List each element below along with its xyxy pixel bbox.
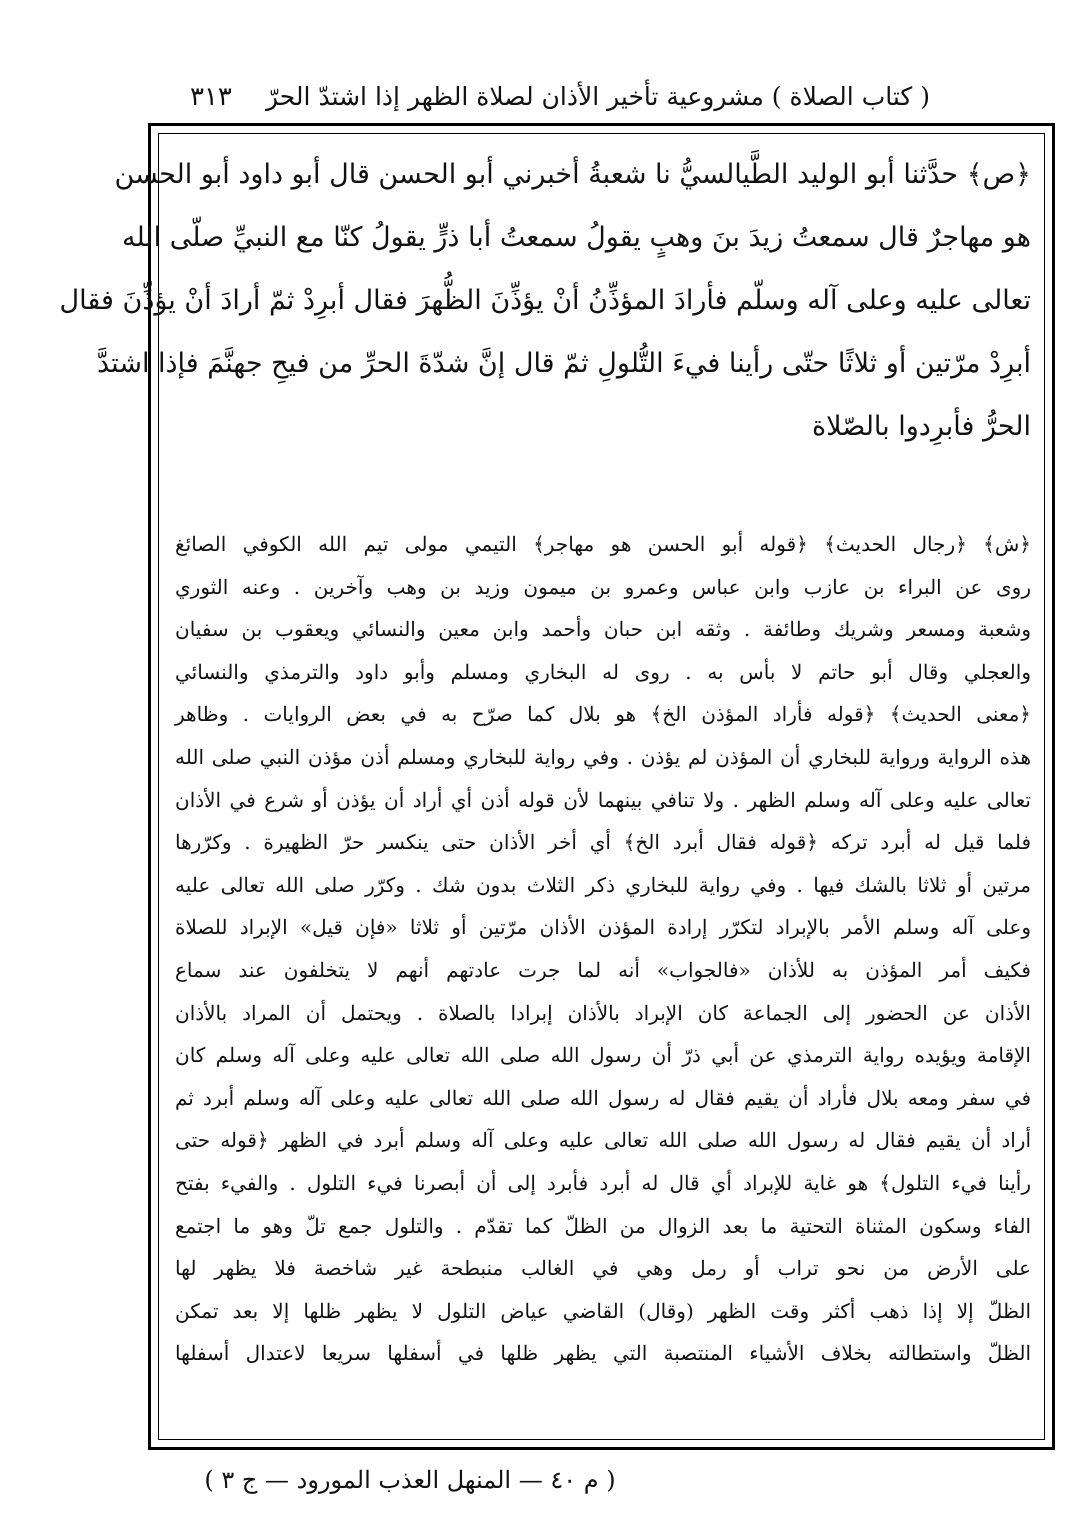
hadith-line: ﴿ص﴾ حدَّثنا أبو الوليد الطَّيالسيُّ نا شعبةُ أخبرني أبو الحسن قال أبو داود أبو الحسن bbox=[114, 159, 1031, 190]
page-number: ٣١٣ bbox=[190, 82, 232, 112]
commentary-line: الظلّ إلا إذا ذهب أكثر وقت الظهر (وقال) القاضي عياض التلول لا يظهر ظلها إلا بعد تمكن bbox=[175, 1298, 1031, 1323]
commentary-line: فلما قيل له أبرد تركه ﴿قوله فقال أبرد الخ﴾ أي أخر الأذان حتى ينكسر حرّ الظهيرة . وكرّرها bbox=[175, 830, 1032, 855]
commentary-line: وشعبة ومسعر وشريك وطائفة . وثقه ابن حبان وأحمد وابن معين والنسائي ويعقوب بن سفيان bbox=[175, 617, 1031, 642]
commentary-line: أراد أن يقيم فقال له رسول الله صلى الله تعالى عليه وعلى آله وسلم أبرد في الظهر ﴿قوله حتى bbox=[175, 1128, 1031, 1153]
hadith-line: هو مهاجرٌ قال سمعتُ زيدَ بنَ وهبٍ يقولُ سمعتُ أبا ذرٍّ يقولُ كنّا مع النبيِّ صلّى الله bbox=[122, 222, 1031, 253]
commentary-line: مرتين أو ثلاثا بالشك فيها . وفي رواية للبخاري ذكر الثلاث بدون شك . وكرّر صلى الله تعالى عليه bbox=[175, 872, 1031, 897]
commentary-line: في سفر ومعه بلال فأراد أن يقيم فقال له رسول الله صلى الله تعالى عليه وعلى آله وسلم أبرد ثم bbox=[175, 1085, 1031, 1110]
commentary-line: تعالى عليه وعلى آله وسلم الظهر . ولا تنافي بينهما لأن قوله أذن أي أراد أن يؤذن أو شرع في الأذان bbox=[175, 787, 1031, 812]
commentary-line: رأينا فيء التلول﴾ هو غاية للإبراد أي قال له أبرد فأبرد إلى أن أبصرنا فيء التلول . والفيء بفتح bbox=[175, 1170, 1031, 1195]
hadith-line: أبرِدْ مرّتين أو ثلاثًا حتّى رأينا فيءَ التُّلولِ ثمّ قال إنَّ شدّةَ الحرِّ من فيحِ جهنَّمَ فإذا اشتدَّ bbox=[97, 348, 1031, 379]
commentary-line: هذه الرواية ورواية للبخاري أن المؤذن لم يؤذن . وفي رواية للبخاري ومسلم أذن مؤذن النبي صلى الله bbox=[175, 744, 1031, 769]
commentary-line: وعلى آله وسلم الأمر بالإبراد لتكرّر إرادة المؤذن الأذان مرّتين أو ثلاثا «فإن قيل» الإبراد للصلاة bbox=[175, 915, 1031, 940]
commentary-line: ﴿معنى الحديث﴾ ﴿قوله فأراد المؤذن الخ﴾ هو بلال كما صرّح به في بعض الروايات . وظاهر bbox=[175, 702, 1031, 727]
hadith-line: الحرُّ فأبرِدوا بالصّلاة bbox=[812, 411, 1031, 442]
commentary-line: ﴿ش﴾ ﴿رجال الحديث﴾ ﴿قوله أبو الحسن هو مهاجر﴾ التيمي مولى تيم الله الكوفي الصائغ bbox=[175, 532, 1031, 556]
commentary-line: والعجلي وقال أبو حاتم لا بأس به . روى له البخاري ومسلم وأبو داود والترمذي والنسائي bbox=[175, 659, 1031, 684]
commentary-line: الظلّ واستطالته بخلاف الأشياء المنتصبة التي يظهر ظلها في أسفلها سريعا لاعتدال أسفلها bbox=[175, 1341, 1031, 1366]
commentary-line: الفاء وسكون المثناة التحتية ما بعد الزوال من الظلّ كما تقدّم . والتلول جمع تلّ وهو ما اجتمع bbox=[175, 1213, 1031, 1238]
commentary-text bbox=[175, 523, 1031, 1375]
commentary-line: فكيف أمر المؤذن به للأذان «فالجواب» أنه لما جرت عادتهم أنهم لا يتخلفون عند سماع bbox=[175, 957, 1031, 982]
commentary-line: الإقامة ويؤيده رواية الترمذي عن أبي ذرّ أن رسول الله صلى الله تعالى عليه وعلى آله وسلم كان bbox=[175, 1043, 1031, 1068]
page-header bbox=[190, 82, 930, 122]
commentary-line: روى عن البراء بن عازب وابن عباس وعمرو بن ميمون وزيد بن وهب وآخرين . وعنه الثوري bbox=[175, 574, 1031, 599]
running-title: ( كتاب الصلاة ) مشروعية تأخير الأذان لصلاة الظهر إذا اشتدّ الحرّ bbox=[266, 82, 930, 111]
commentary-line: على الأرض من نحو تراب أو رمل وهي في الغالب منبطحة غير شاخصة فلا يظهر لها bbox=[175, 1256, 1031, 1281]
hadith-line: تعالى عليه وعلى آله وسلّم فأرادَ المؤذِّنُ أنْ يؤذِّنَ الظُّهرَ فقال أبرِدْ ثمّ أرادَ أنْ يؤذِّنَ فقال bbox=[59, 285, 1031, 316]
commentary-line: الأذان عن الحضور إلى الجماعة كان الإبراد بالأذان إبرادا بالصلاة . ويحتمل أن المراد بالأذان bbox=[175, 1000, 1031, 1025]
page-footer: ( م ٤٠ — المنهل العذب المورود — ج ٣ ) bbox=[204, 1466, 616, 1494]
hadith-text bbox=[59, 143, 1031, 458]
